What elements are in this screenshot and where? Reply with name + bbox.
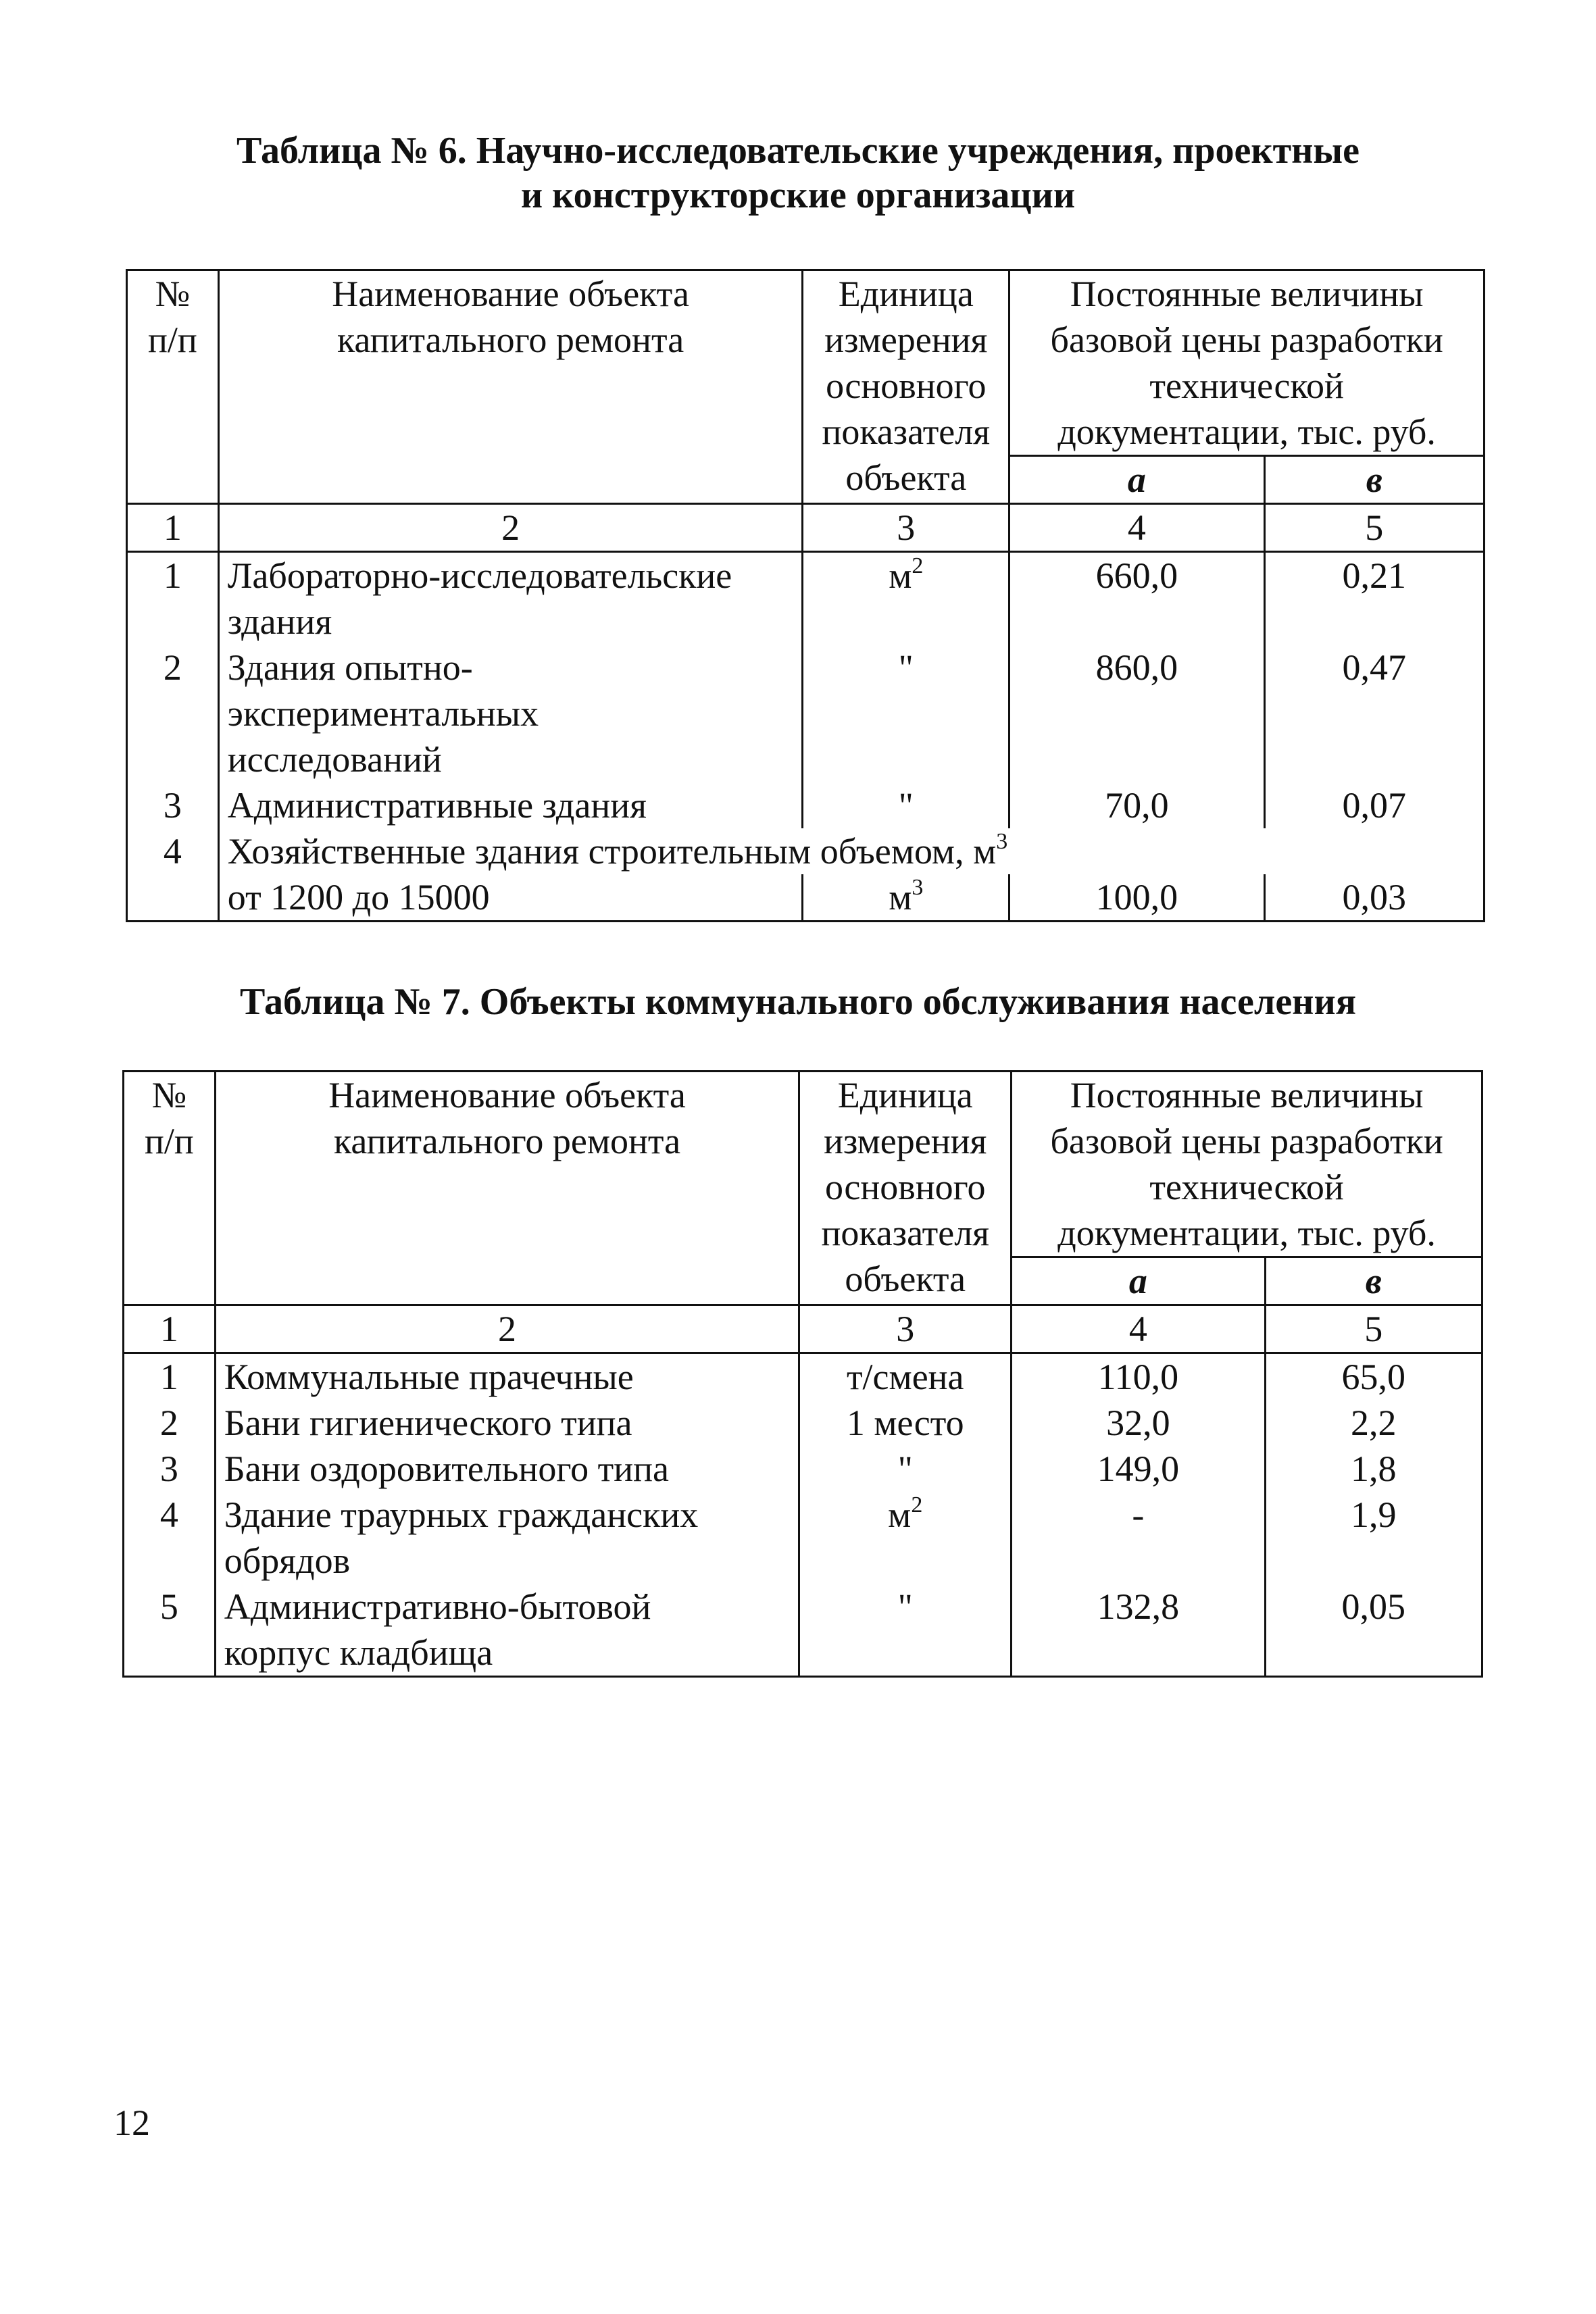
header-num-line1: № <box>151 1075 187 1115</box>
col-number: 2 <box>218 504 803 552</box>
col-number: 4 <box>1012 1305 1265 1353</box>
table-row <box>124 1446 1482 1492</box>
row-unit: 1 место <box>799 1400 1012 1446</box>
row-value-a: 32,0 <box>1012 1400 1265 1446</box>
table7-title: Таблица № 7. Объекты коммунального обслуживания населения <box>239 981 1357 1023</box>
header-unit-line5: объекта <box>845 1259 966 1299</box>
table-row <box>127 782 1485 828</box>
header-col-a: а <box>1012 1257 1265 1305</box>
unit-superscript: 2 <box>912 553 924 578</box>
header-name-line1: Наименование объекта <box>328 1075 686 1115</box>
row-value-b: 0,47 <box>1264 645 1484 782</box>
header-unit-line3: основного <box>825 1167 986 1207</box>
header-const-line4: документации, тыс. руб. <box>1057 411 1436 452</box>
table6-title-line1: Таблица № 6. Научно-исследовательские учреждения, проектные <box>236 130 1360 172</box>
header-name-line2: капитального ремонта <box>333 1121 681 1161</box>
row-num: 3 <box>124 1446 216 1492</box>
row-value-a: 660,0 <box>1009 552 1264 645</box>
table7-column-numbers <box>124 1305 1482 1353</box>
header-unit-line2: измерения <box>824 1121 987 1161</box>
row-name <box>215 1584 799 1677</box>
row-num: 1 <box>127 552 219 645</box>
name-superscript: 3 <box>996 829 1008 854</box>
row-name-line1: Здание траурных гражданских <box>224 1494 699 1535</box>
unit-text: м <box>888 1494 912 1535</box>
col-number: 5 <box>1264 504 1484 552</box>
col-number: 1 <box>124 1305 216 1353</box>
header-num <box>124 1072 216 1305</box>
row-num <box>127 874 219 922</box>
header-col-b: в <box>1264 456 1484 504</box>
col-number: 1 <box>127 504 219 552</box>
row-num: 5 <box>124 1584 216 1677</box>
row-name-line1: Здания опытно- <box>227 647 473 688</box>
table6 <box>126 269 1485 922</box>
row-unit: " <box>799 1584 1012 1677</box>
header-num-line1: № <box>155 274 191 314</box>
table6-title-line2: и конструкторские организации <box>520 174 1076 216</box>
page-number: 12 <box>114 2103 150 2143</box>
header-num <box>127 270 219 504</box>
unit-superscript: 2 <box>911 1492 923 1517</box>
row-value-b: 65,0 <box>1265 1353 1482 1401</box>
row-name-line1: Административно-бытовой <box>224 1586 651 1627</box>
row-value-a: - <box>1012 1492 1265 1584</box>
col-number: 5 <box>1265 1305 1482 1353</box>
header-const-line3: технической <box>1149 1167 1344 1207</box>
row-name: Коммунальные прачечные <box>215 1353 799 1401</box>
row-num: 2 <box>127 645 219 782</box>
header-const-line1: Постоянные величины <box>1070 274 1424 314</box>
header-name-line1: Наименование объекта <box>332 274 689 314</box>
header-const-line2: базовой цены разработки <box>1050 320 1443 360</box>
row-unit: " <box>803 645 1009 782</box>
row-name-line3: исследований <box>227 739 442 780</box>
row-value-b: 1,8 <box>1265 1446 1482 1492</box>
unit-superscript: 3 <box>912 875 924 900</box>
row-value-a: 860,0 <box>1009 645 1264 782</box>
header-const-line4: документации, тыс. руб. <box>1057 1213 1436 1253</box>
row-name: Административные здания <box>218 782 803 828</box>
header-name <box>215 1072 799 1305</box>
header-name <box>218 270 803 504</box>
row-value-a: 132,8 <box>1012 1584 1265 1677</box>
table6-column-numbers <box>127 504 1485 552</box>
table-row <box>127 828 1485 874</box>
header-const <box>1009 270 1485 456</box>
row-unit <box>799 1492 1012 1584</box>
header-num-line2: п/п <box>144 1121 194 1161</box>
row-value-b: 0,21 <box>1264 552 1484 645</box>
header-const-line3: технической <box>1149 366 1344 406</box>
header-unit-line4: показателя <box>822 411 991 452</box>
header-name-line2: капитального ремонта <box>336 320 684 360</box>
row-unit: " <box>803 782 1009 828</box>
row-name <box>218 645 803 782</box>
header-unit <box>799 1072 1012 1305</box>
row-num: 2 <box>124 1400 216 1446</box>
row-value-a: 110,0 <box>1012 1353 1265 1401</box>
table-row <box>124 1584 1482 1677</box>
row-value-b: 1,9 <box>1265 1492 1482 1584</box>
row-unit <box>803 874 1009 922</box>
header-unit-line1: Единица <box>838 274 974 314</box>
table-row <box>127 874 1485 922</box>
header-const-line1: Постоянные величины <box>1070 1075 1424 1115</box>
row-unit <box>803 552 1009 645</box>
row-value-b: 2,2 <box>1265 1400 1482 1446</box>
header-num-line2: п/п <box>147 320 197 360</box>
table6-header-row <box>127 270 1485 456</box>
table7-header-row <box>124 1072 1482 1257</box>
header-const <box>1012 1072 1482 1257</box>
unit-text: м <box>889 877 912 917</box>
table-row <box>124 1353 1482 1401</box>
header-const-line2: базовой цены разработки <box>1050 1121 1443 1161</box>
row-name-line2: корпус кладбища <box>224 1632 493 1673</box>
row-name <box>215 1492 799 1584</box>
col-number: 3 <box>799 1305 1012 1353</box>
header-unit-line5: объекта <box>845 457 967 498</box>
row-name-line2: экспериментальных <box>227 693 539 734</box>
row-name: Бани оздоровительного типа <box>215 1446 799 1492</box>
unit-text: м <box>889 555 912 596</box>
table-row <box>127 645 1485 782</box>
row-name-line1: Лабораторно-исследовательские <box>227 555 732 596</box>
row-name-line2: обрядов <box>224 1540 351 1581</box>
row-unit: " <box>799 1446 1012 1492</box>
row-name-line2: здания <box>227 601 332 642</box>
header-col-a: а <box>1009 456 1264 504</box>
header-unit-line1: Единица <box>837 1075 973 1115</box>
row-num: 4 <box>127 828 219 874</box>
row-num: 1 <box>124 1353 216 1401</box>
row-value-b: 0,07 <box>1264 782 1484 828</box>
row-name: Бани гигиенического типа <box>215 1400 799 1446</box>
col-number: 4 <box>1009 504 1264 552</box>
table-row <box>127 552 1485 645</box>
row-value-b: 0,03 <box>1264 874 1484 922</box>
row-name: от 1200 до 15000 <box>218 874 803 922</box>
header-col-b: в <box>1265 1257 1482 1305</box>
header-unit <box>803 270 1009 504</box>
col-number: 2 <box>215 1305 799 1353</box>
header-unit-line3: основного <box>826 366 987 406</box>
row-value-a: 100,0 <box>1009 874 1264 922</box>
row-value-a: 149,0 <box>1012 1446 1265 1492</box>
row-value-b: 0,05 <box>1265 1584 1482 1677</box>
table-row <box>124 1492 1482 1584</box>
row-name: Хозяйственные здания строительным объемом, м <box>227 831 997 872</box>
table6-title <box>0 128 1596 218</box>
header-unit-line4: показателя <box>821 1213 990 1253</box>
table7 <box>122 1070 1483 1678</box>
row-num: 4 <box>124 1492 216 1584</box>
row-unit: т/смена <box>799 1353 1012 1401</box>
header-unit-line2: измерения <box>824 320 988 360</box>
table-row <box>124 1400 1482 1446</box>
row-name-spanning <box>218 828 1484 874</box>
row-value-a: 70,0 <box>1009 782 1264 828</box>
row-name <box>218 552 803 645</box>
col-number: 3 <box>803 504 1009 552</box>
row-num: 3 <box>127 782 219 828</box>
